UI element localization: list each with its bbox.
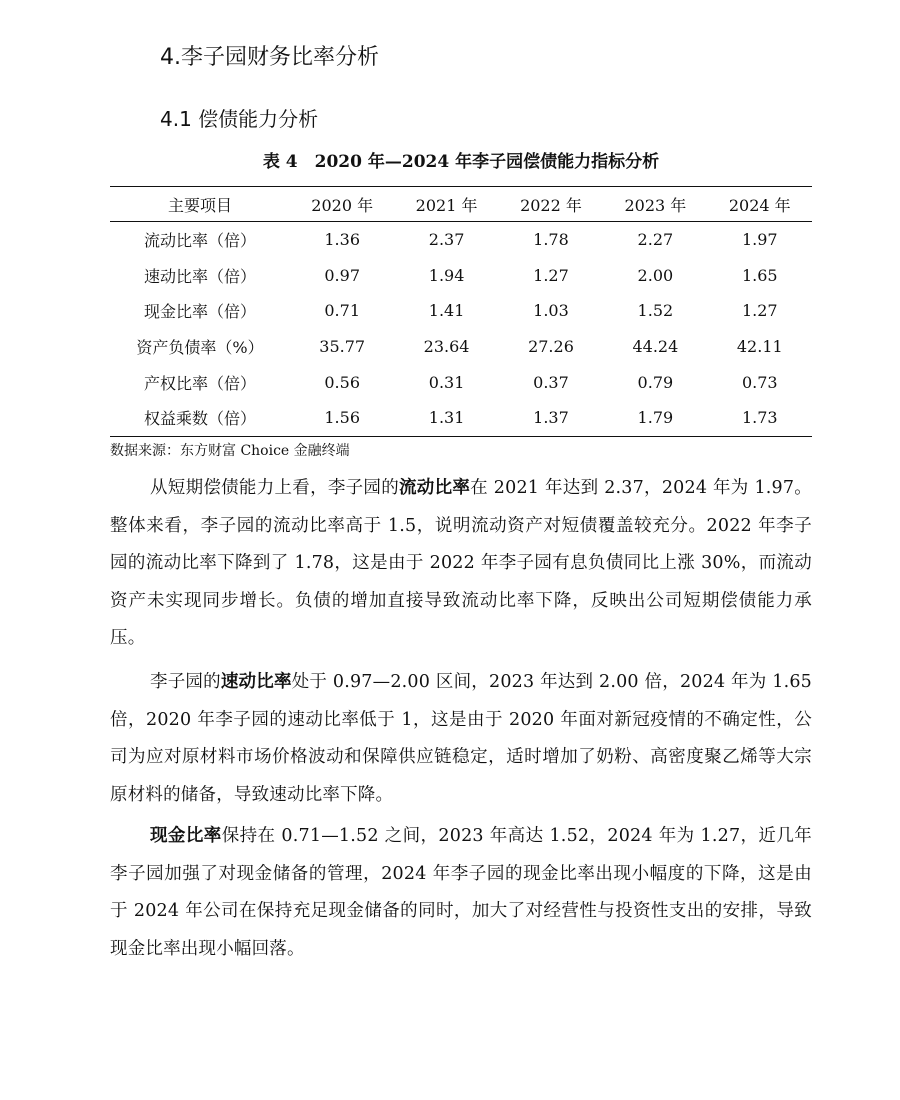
table-cell: 0.31 [428,372,465,392]
table-cell: 1.56 [324,408,360,428]
data-source-note: 数据来源：东方财富 Choice 金融终端 [110,443,350,459]
table-cell: 1.94 [428,265,465,285]
row-label: 权益乘数（倍） [143,409,256,429]
paragraph-current-ratio [110,470,812,658]
row-label: 产权比率（倍） [143,373,256,393]
row-label: 流动比率（倍） [143,231,256,251]
table-cell: 1.65 [741,265,778,285]
header-2020: 2020 年 [290,187,394,222]
keyword-cash-ratio: 现金比率 [150,826,222,846]
paragraph-cash-ratio [110,818,812,968]
table-cell: 1.97 [741,230,778,250]
table-cell: 1.36 [324,230,360,250]
section-title: 4.李子园财务比率分析 [160,45,379,70]
table-cell: 35.77 [319,337,366,357]
table-cell: 0.73 [741,372,778,392]
table-cell: 1.52 [637,301,674,321]
table-cell: 1.79 [637,408,674,428]
table-cell: 2.37 [428,230,465,250]
table-header-row [110,187,812,222]
table-cell: 0.71 [324,301,360,321]
keyword-current-ratio: 流动比率 [399,478,471,498]
table-cell: 1.31 [428,408,465,428]
header-item: 主要项目 [110,187,290,222]
paragraph-text: 在 2021 年达到 2.37，2024 年为 1.97。整体来看，李子园的流动比率高于 1.5，说明流动资产对短债覆盖较充分。2022 年李子园的流动比率下降到了 1.78，这是由于 2022 年李子园有息负债同比上涨 30%，而流动资产未实现同步增长。负债的增加直接导致流动比率下降，反映出公司短期偿债能力承压。 [110,478,812,648]
table-row [110,258,812,294]
paragraph-text: 李子园的 [150,672,221,692]
table-cell: 23.64 [423,337,470,357]
table-caption: 表 4 2020 年—2024 年李子园偿债能力指标分析 [262,152,660,172]
subsection-title: 4.1 偿债能力分析 [160,107,319,131]
row-label: 速动比率（倍） [143,266,256,286]
table-cell: 1.41 [428,301,465,321]
row-label: 现金比率（倍） [143,302,256,322]
table-cell: 1.73 [741,408,778,428]
table-cell: 1.78 [533,230,569,250]
solvency-table [110,186,812,437]
header-2022: 2022 年 [499,187,603,222]
table-row [110,293,812,329]
table-cell: 0.97 [324,265,360,285]
paragraph-text: 从短期偿债能力上看，李子园的 [150,478,400,498]
table-cell: 27.26 [528,337,574,357]
table-row [110,222,812,258]
table-cell: 0.37 [533,372,569,392]
table-cell: 1.27 [533,265,569,285]
table-row [110,364,812,400]
paragraph-quick-ratio [110,664,812,814]
keyword-quick-ratio: 速动比率 [220,672,292,692]
table-cell: 0.79 [637,372,674,392]
header-2021: 2021 年 [394,187,498,222]
row-label: 资产负债率（%） [136,338,264,358]
table-cell: 42.11 [736,337,783,357]
table-cell: 2.27 [637,230,674,250]
table-cell: 1.27 [741,301,778,321]
table-cell: 1.03 [533,301,569,321]
table-row [110,400,812,436]
paragraph-text: 处于 0.97—2.00 区间，2023 年达到 2.00 倍，2024 年为 1.65 倍，2020 年李子园的速动比率低于 1，这是由于 2020 年面对新冠疫情的不确定性，公司为应对原材料市场价格波动和保障供应链稳定，适时增加了奶粉、高密度聚乙烯等大宗原材料的储备，导致速动比率下降。 [110,672,813,805]
paragraph-text: 保持在 0.71—1.52 之间，2023 年高达 1.52，2024 年为 1.27，近几年李子园加强了对现金储备的管理，2024 年李子园的现金比率出现小幅度的下降，这是由于 2024 年公司在保持充足现金储备的同时，加大了对经营性与投资性支出的安排，导致现金比率出现小幅回落。 [110,826,812,959]
table-cell: 0.56 [324,372,360,392]
table-cell: 2.00 [637,265,674,285]
table-row [110,329,812,365]
table-cell: 44.24 [632,337,679,357]
table-cell: 1.37 [533,408,569,428]
header-2023: 2023 年 [603,187,707,222]
header-2024: 2024 年 [708,187,812,222]
